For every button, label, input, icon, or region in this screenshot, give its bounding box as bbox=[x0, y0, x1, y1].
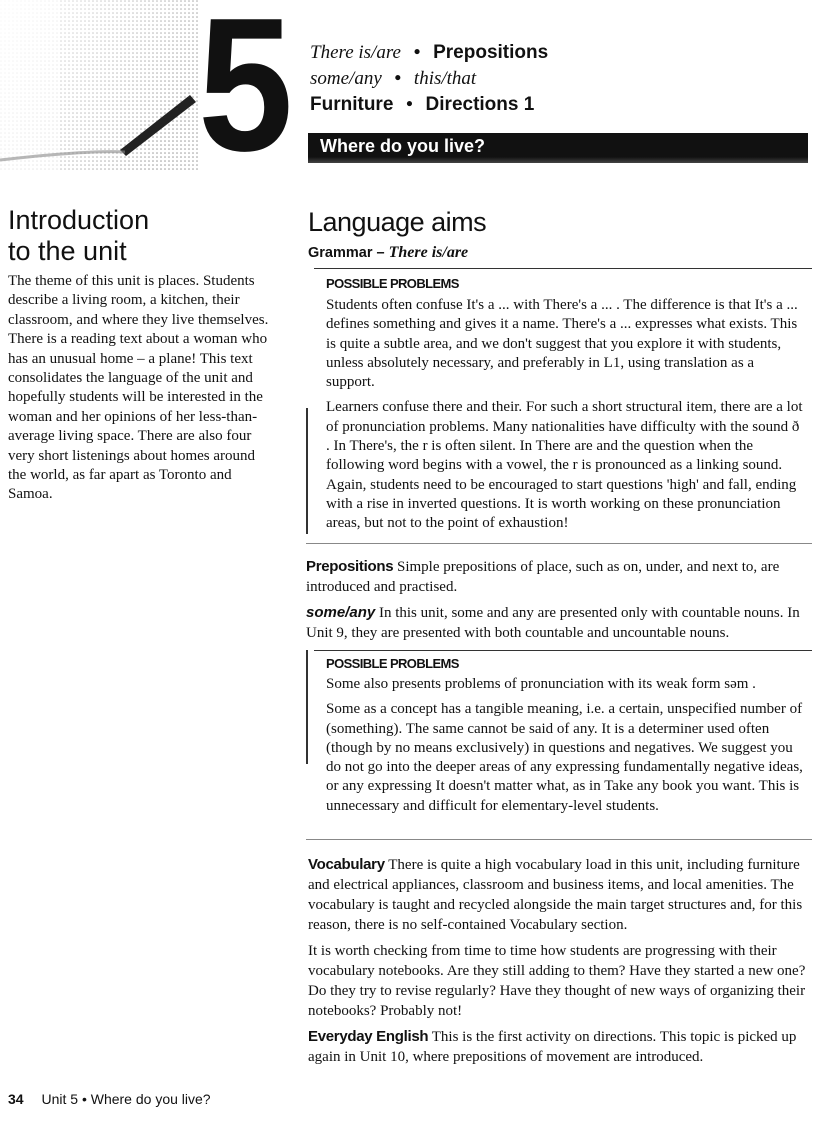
vocabulary-section: Vocabulary There is quite a high vocabulary load in this unit, including furniture and electrical appliances, classroom and business items, and local amenities. The vocabulary is taught and recycled alongside the main target structures and, for this reason, there is no self-contained Vocabulary section. It is worth checking from time to time how students are progressing with their vocabulary notebooks. Are they still adding to them? Have they started a new one? Do they try to revise regularly? Have they thought of new ways of organizing their notebooks? Probably not! Everyday English This is the first activity on directions. This topic is picked up again in Unit 10, where prepositions of movement are introduced. bbox=[308, 856, 806, 1065]
topic-some-any: some/any bbox=[310, 68, 382, 89]
topic-prepositions: Prepositions bbox=[433, 42, 549, 63]
possible-problems-text: Some also presents problems of pronunciation with its weak form səm . Some as a concept has a tangible meaning, i.e. a certain, unspecified number of (something). The same cannot be said of any. It is a determiner used often (though by no means exclusively) in questions and negatives. We suggest you do not go into the deeper areas of any expressing fundamentally negative ideas, or any expressing It doesn't matter what, as in Take any book you want. This is unnecessary and difficult for elementary-level students. bbox=[326, 676, 803, 814]
possible-problems-text: Students often confuse It's a ... with There's a ... . The difference is that It's a ... defines something and gives it a name. There's a ... expresses what exists. This is quite a subtle area, and we don't suggest that you explore it with students, unless absolutely necessary, and preferably in L1, using translation as a support. Learners confuse there and their. For such a short structural item, there are a lot of pronunciation problems. Many nationalities have difficulty with the sound ð . In There's, the r is often silent. In There are and the question when the following word begins with a vowel, the r is pronounced as a linking sound. Again, students need to be encouraged to start questions 'high' and fall, ending with a rise in inverted questions. It is worth working on these pronunciation areas, but not to the point of exhaustion! bbox=[326, 297, 803, 532]
divider bbox=[314, 268, 812, 269]
unit-number: 5 bbox=[198, 0, 288, 191]
possible-problems-label: POSSIBLE PROBLEMS bbox=[326, 656, 459, 671]
grammar-subheading: Grammar – There is/are bbox=[308, 244, 469, 261]
divider bbox=[314, 650, 812, 651]
intro-heading: Introduction to the unit bbox=[8, 205, 150, 266]
topic-furniture: Furniture bbox=[310, 94, 394, 115]
page-number: 34 bbox=[8, 1091, 24, 1107]
page-footer: 34 Unit 5 • Where do you live? bbox=[8, 1091, 211, 1107]
topic-this-that: this/that bbox=[413, 68, 477, 89]
unit-topics: There is/are • Prepositions some/any • this/that Furniture • Directions 1 bbox=[310, 42, 549, 115]
footer-unit: Unit 5 bbox=[41, 1091, 79, 1107]
topic-there-is-are: There is/are bbox=[310, 42, 401, 63]
margin-bar bbox=[306, 408, 308, 534]
footer-title: Where do you live? bbox=[90, 1091, 211, 1107]
intro-body: The theme of this unit is places. Students describe a living room, a kitchen, their classroom, and where they live themselves. There is a reading text about a woman who has an unusual home – a plane! This text consolidates the language of the unit and hopefully students will be interested in the woman and her opinions of her less-than-average living space. There are also four very short listenings about homes around the world, as far apart as Toronto and Samoa. bbox=[8, 273, 269, 503]
topic-directions: Directions 1 bbox=[425, 94, 535, 115]
unit-title-banner bbox=[308, 133, 808, 163]
unit-title: Where do you live? bbox=[320, 136, 486, 156]
possible-problems-label: POSSIBLE PROBLEMS bbox=[326, 276, 459, 291]
divider bbox=[306, 543, 812, 544]
prepositions-section: Prepositions Simple prepositions of place, such as on, under, and next to, are introduced and practised. some/any In this unit, some and any are presented only with countable nouns. In Unit 9, they are presented with both countable and uncountable nouns. bbox=[306, 558, 800, 641]
margin-bar bbox=[306, 650, 308, 764]
divider bbox=[306, 839, 812, 840]
language-aims-heading: Language aims bbox=[308, 207, 487, 237]
